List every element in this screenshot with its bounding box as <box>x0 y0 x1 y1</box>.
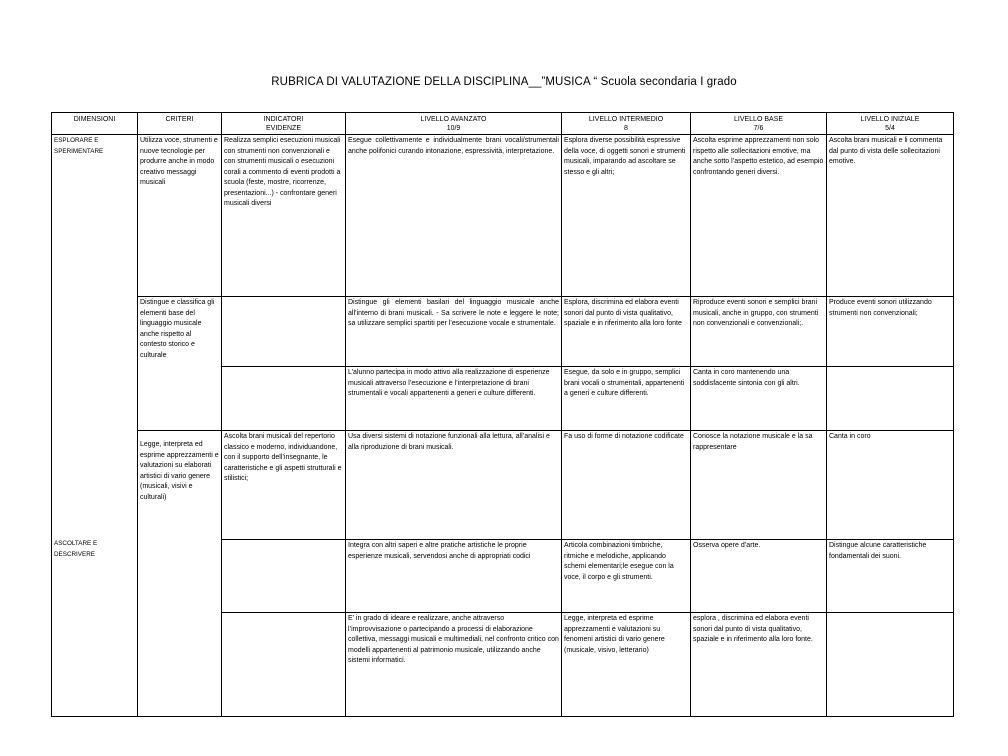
table-row <box>52 297 954 367</box>
header-intermedio: LIVELLO INTERMEDIO 8 <box>562 113 691 135</box>
avanzato-cell: L’alunno partecipa in modo attivo alla realizzazione di esperienze musicali attraverso l’esecuzione e l’interpretazione di brani strumentali e vocali appartenenti a generi e culture differenti. <box>346 367 562 431</box>
intermedio-cell: Esplora, discrimina ed elabora eventi sonori dal punto di vista qualitativo, spaziale e in riferimento alla loro fonte <box>562 297 691 367</box>
criteria-cell-1: Utilizza voce, strumenti e nuove tecnologie per produrre anche in modo creativo messaggi musicali <box>138 135 222 297</box>
indicatori-cell <box>222 540 346 613</box>
indicatori-cell: Ascolta brani musicali del repertorio classico e moderno, individuandone, con il supporto dell’insegnante, le caratteristiche e gli aspetti strutturali e stilistici; <box>222 431 346 540</box>
iniziale-cell: Produce eventi sonori utilizzando strumenti non convenzionali; <box>827 297 954 367</box>
header-iniziale: LIVELLO INIZIALE 5/4 <box>827 113 954 135</box>
base-cell: esplora , discrimina ed elabora eventi sonori dal punto di vista qualitativo, spaziale e in riferimento alla loro fonte. <box>691 613 827 717</box>
table-row <box>52 431 954 540</box>
header-row <box>52 113 954 135</box>
base-cell: Canta in coro mantenendo una soddisfacente sintonia con gli altri. <box>691 367 827 431</box>
intermedio-cell: Esplora diverse possibilità espressive della voce, di oggetti sonori e strumenti musicali, imparando ad ascoltare se stesso e gli altri; <box>562 135 691 297</box>
avanzato-cell: Distingue gli elementi basilari del linguaggio musicale anche all’interno di brani musicali. - Sa scrivere le note e leggere le note; sa utilizzare semplici spartiti per l’esecuzione vocale e strumentale. <box>346 297 562 367</box>
iniziale-cell: Ascolta brani musicali e li commenta dal punto di vista delle sollecitazioni emotive. <box>827 135 954 297</box>
dimension-esplorare: ESPLORARE E SPERIMENTARE <box>54 137 104 155</box>
base-cell: Ascolta esprime apprezzamenti non solo rispetto alle sollecitazioni emotive, ma anche sotto l’aspetto estetico, ad esempio confrontando generi diversi. <box>691 135 827 297</box>
intermedio-cell: Fa uso di forme di notazione codificate <box>562 431 691 540</box>
indicatori-cell <box>222 297 346 367</box>
avanzato-cell: Esegue collettivamente e individualmente brani vocali/strumentali anche polifonici curando intonazione, espressività, interpretazione. <box>346 135 562 297</box>
header-indicatori: INDICATORI EVIDENZE <box>222 113 346 135</box>
indicatori-cell: Realizza semplici esecuzioni musicali con strumenti non convenzionali e con strumenti musicali o esecuzioni corali a commento di eventi prodotti a scuola (feste, mostre, ricorrenze, presentazioni...) - confrontare generi musicali diversi <box>222 135 346 297</box>
criteria-cell-3: Legge, interpreta ed esprime apprezzamenti e valutazioni su elaborati artistici di vario genere (musicali, visivi e culturali) <box>138 431 222 717</box>
iniziale-cell: Distingue alcune caratteristiche fondamentali dei suoni. <box>827 540 954 613</box>
indicatori-cell <box>222 613 346 717</box>
avanzato-cell: Usa diversi sistemi di notazione funzionali alla lettura, all’analisi e alla riproduzione di brani musicali. <box>346 431 562 540</box>
base-cell: Osserva opere d’arte. <box>691 540 827 613</box>
intermedio-cell: Esegue, da solo e in gruppo, semplici brani vocali o strumentali, appartenenti a generi e culture differenti. <box>562 367 691 431</box>
avanzato-cell: Integra con altri saperi e altre pratiche artistiche le proprie esperienze musicali, servendosi anche di appropriati codici <box>346 540 562 613</box>
header-criteri: CRITERI <box>138 113 222 135</box>
header-avanzato: LIVELLO AVANZATO 10/9 <box>346 113 562 135</box>
iniziale-cell <box>827 613 954 717</box>
avanzato-cell: E’ in grado di ideare e realizzare, anche attraverso l’improvvisazione o partecipando a processi di elaborazione collettiva, messaggi musicali e multimediali, nel confronto critico con modelli appartenenti al patrimonio musicale, utilizzando anche sistemi informatici. <box>346 613 562 717</box>
rubric-table <box>51 112 954 717</box>
base-cell: Conosce la notazione musicale e la sa rappresentare <box>691 431 827 540</box>
iniziale-cell: Canta in coro <box>827 431 954 540</box>
table-row <box>52 135 954 297</box>
header-base: LIVELLO BASE 7/6 <box>691 113 827 135</box>
dimension-ascoltare: ASCOLTARE E DESCRIVERE <box>54 540 98 558</box>
intermedio-cell: Legge, interpreta ed esprime apprezzamenti e valutazioni su fenomeni artistici di vario genere (musicale, visivo, letterario) <box>562 613 691 717</box>
dimensioni-cell <box>52 135 138 717</box>
criteria-cell-2: Distingue e classifica gli elementi base del linguaggio musicale anche rispetto al contesto storico e culturale <box>138 297 222 431</box>
indicatori-cell <box>222 367 346 431</box>
base-cell: Riproduce eventi sonori e semplici brani musicali, anche in gruppo, con strumenti non convenzionali e convenzionali;. <box>691 297 827 367</box>
iniziale-cell <box>827 367 954 431</box>
intermedio-cell: Articola combinazioni timbriche, ritmiche e melodiche, applicando schemi elementari;le esegue con la voce, il corpo e gli strumenti. <box>562 540 691 613</box>
page-title: RUBRICA DI VALUTAZIONE DELLA DISCIPLINA__”MUSICA “ Scuola secondaria I grado <box>271 76 737 88</box>
header-dimensioni: DIMENSIONI <box>52 113 138 135</box>
